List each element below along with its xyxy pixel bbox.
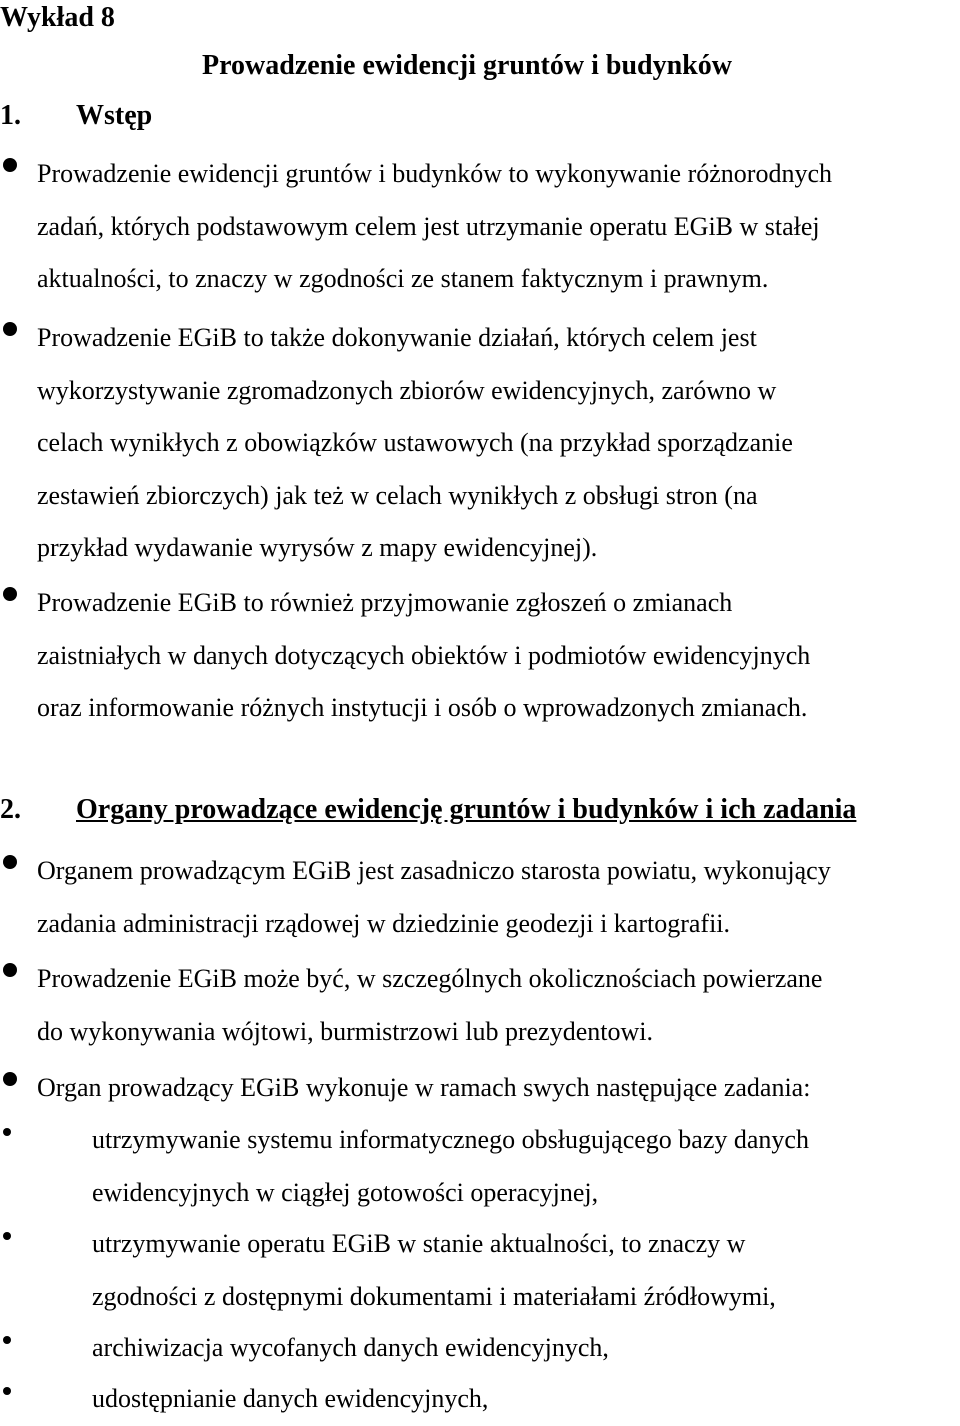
list-item-text: Prowadzenie EGiB to także dokonywanie działań, których celem jest wykorzystywanie zgromadzonych zbiorów ewidencyjnych, zarówno w celach wynikłych z obowiązków ustawowych (na przykład sporządzanie zestawień zbiorczych) jak też w celach wynikłych z obsługi stron (na przykład wydawanie wyrysów z mapy ewidencyjnej). (37, 323, 793, 562)
list-item-text: Prowadzenie ewidencji gruntów i budynków to wykonywanie różnorodnych zadań, których podstawowym celem jest utrzymanie operatu EGiB w stałej aktualności, to znaczy w zgodności ze stanem faktycznym i prawnym. (37, 159, 832, 293)
section-heading-1 (0, 98, 152, 134)
bullet-icon (3, 322, 17, 336)
sub-list-item-text: archiwizacja wycofanych danych ewidencyjnych, (92, 1333, 609, 1362)
lecture-label: Wykład 8 (0, 2, 115, 33)
small-bullet-icon (3, 1232, 11, 1240)
section-heading-2 (0, 792, 856, 828)
document-title: Prowadzenie ewidencji gruntów i budynków (202, 50, 732, 81)
section-title: Wstęp (76, 100, 153, 131)
sub-list-item-text: utrzymywanie systemu informatycznego obsługującego bazy danych ewidencyjnych w ciągłej gotowości operacyjnej, (92, 1125, 809, 1207)
section-number: 1. (0, 100, 21, 131)
small-bullet-icon (3, 1387, 11, 1395)
bullet-icon (3, 587, 17, 601)
list-item-text: Organem prowadzącym EGiB jest zasadniczo starosta powiatu, wykonujący zadania administracji rządowej w dziedzinie geodezji i kartografii. (37, 856, 831, 938)
sub-list-item-text: utrzymywanie operatu EGiB w stanie aktualności, to znaczy w zgodności z dostępnymi dokumentami i materiałami źródłowymi, (92, 1229, 776, 1311)
sub-list-item-text: udostępnianie danych ewidencyjnych, (92, 1384, 489, 1413)
bullet-icon (3, 963, 17, 977)
small-bullet-icon (3, 1128, 11, 1136)
bullet-icon (3, 855, 17, 869)
section-title: Organy prowadzące ewidencję gruntów i budynków i ich zadania (76, 794, 857, 825)
list-item-text: Prowadzenie EGiB może być, w szczególnych okolicznościach powierzane do wykonywania wójtowi, burmistrzowi lub prezydentowi. (37, 964, 823, 1046)
bullet-icon (3, 158, 17, 172)
bullet-icon (3, 1072, 17, 1086)
small-bullet-icon (3, 1336, 11, 1344)
list-item-text: Prowadzenie EGiB to również przyjmowanie zgłoszeń o zmianach zaistniałych w danych dotyczących obiektów i podmiotów ewidencyjnych oraz informowanie różnych instytucji i osób o wprowadzonych zmianach. (37, 588, 811, 722)
section-number: 2. (0, 794, 21, 825)
list-item-text: Organ prowadzący EGiB wykonuje w ramach swych następujące zadania: (37, 1073, 811, 1102)
